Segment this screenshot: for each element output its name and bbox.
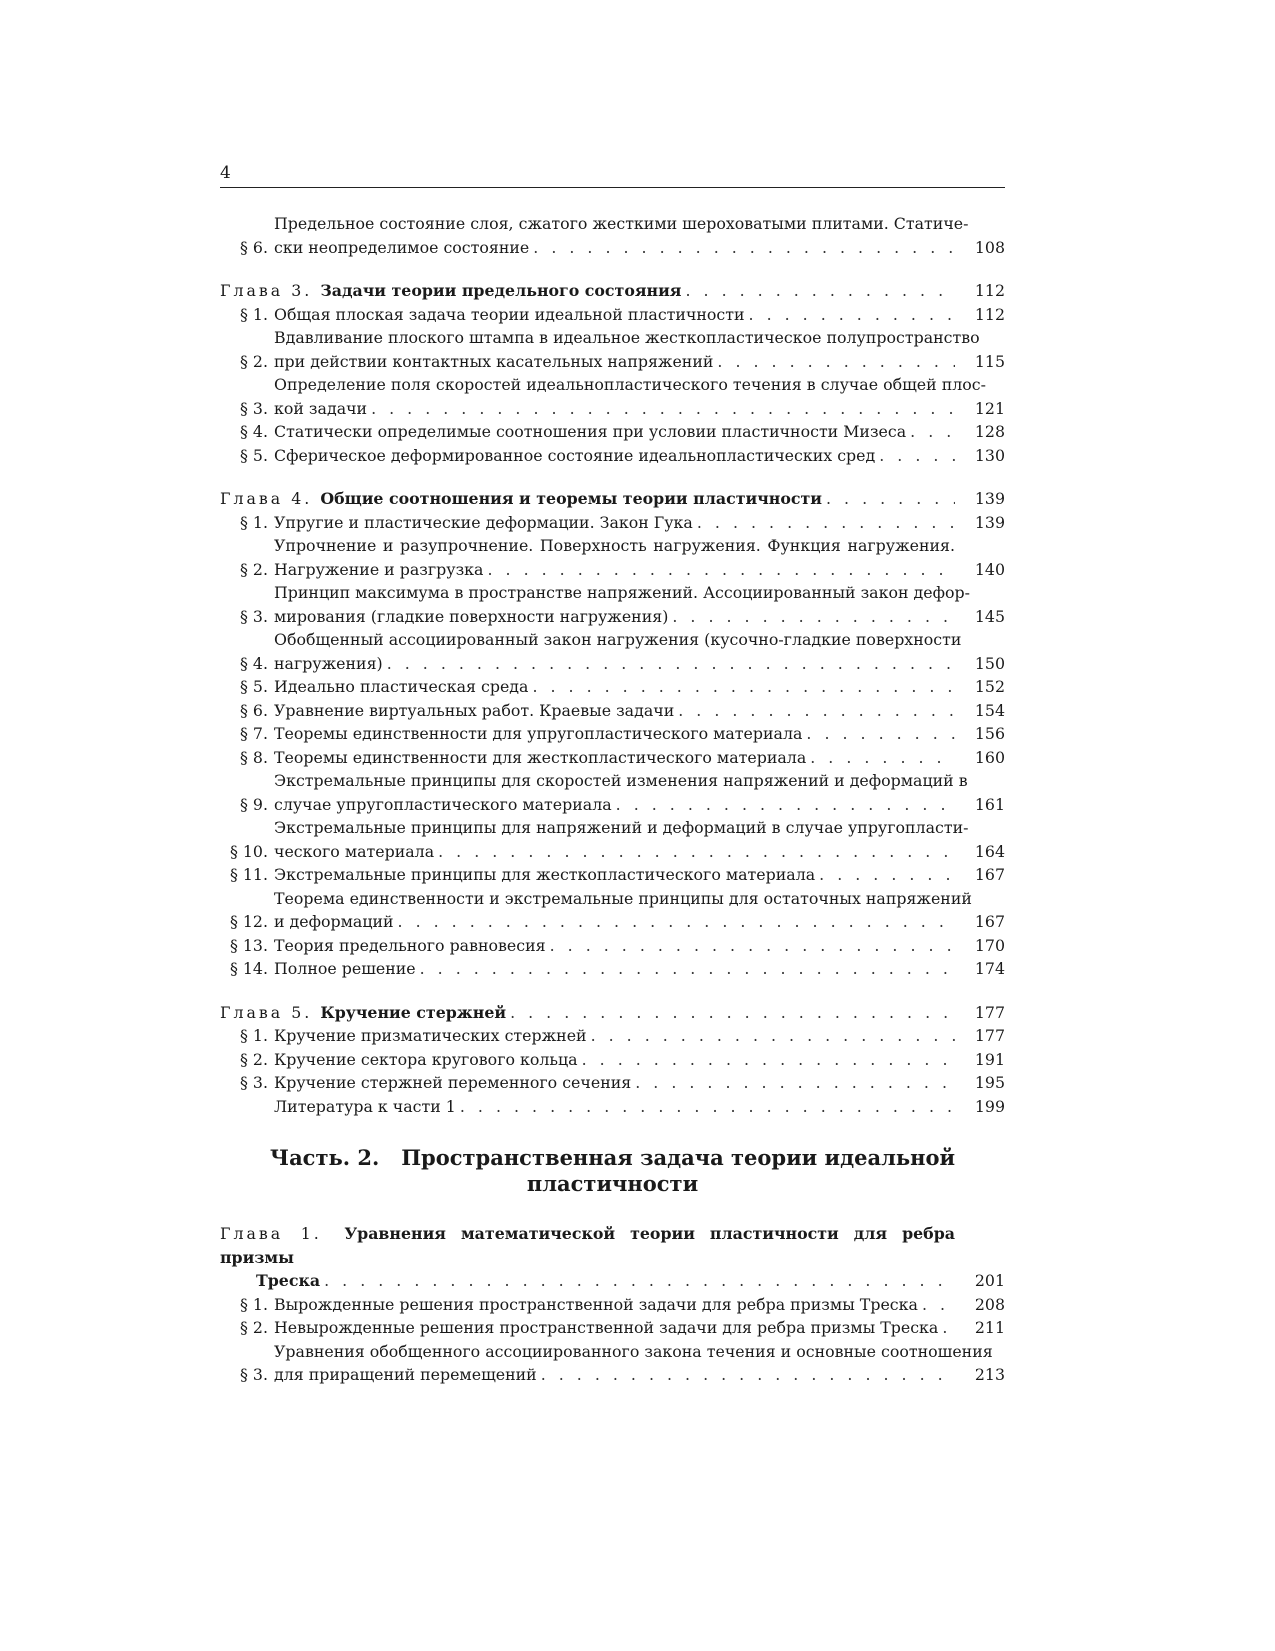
leader-dots bbox=[324, 1269, 955, 1293]
section-number: § 1. bbox=[240, 1294, 268, 1314]
toc-page-ref: 154 bbox=[974, 700, 1005, 720]
chapter-label: Глава 4. bbox=[220, 489, 313, 508]
chapter-label: Глава 1. bbox=[220, 1224, 322, 1243]
section-number: § 1. bbox=[240, 304, 268, 324]
leader-dots bbox=[550, 934, 955, 958]
toc-chapter[interactable] bbox=[220, 279, 1005, 303]
leader-dots bbox=[806, 722, 955, 746]
toc-entry[interactable] bbox=[220, 1095, 1005, 1119]
section-number: § 11. bbox=[229, 865, 268, 884]
leader-dots bbox=[398, 910, 955, 934]
leader-dots bbox=[487, 558, 955, 582]
toc-page-ref: 174 bbox=[974, 959, 1005, 978]
toc-entry[interactable] bbox=[220, 957, 1005, 981]
toc-page-ref: 201 bbox=[974, 1271, 1005, 1290]
section-number: § 9. bbox=[240, 794, 268, 814]
section-number: § 2. bbox=[240, 559, 268, 579]
entry-title: ски неопределимое состояние bbox=[274, 237, 530, 257]
entry-title: Принцип максимума в пространстве напряжений. Ассоциированный закон дефор- bbox=[274, 583, 970, 602]
part-title bbox=[220, 1145, 1005, 1197]
entry-title: Обобщенный ассоциированный закон нагружения (кусочно-гладкие поверхности bbox=[274, 630, 962, 649]
toc-page-ref: 145 bbox=[974, 606, 1005, 626]
entry-title: Экстремальные принципы для напряжений и деформаций в случае упругопласти- bbox=[274, 818, 969, 837]
leader-dots bbox=[697, 511, 955, 535]
leader-dots bbox=[879, 444, 955, 468]
toc-entry[interactable] bbox=[220, 303, 1005, 327]
leader-dots bbox=[387, 652, 955, 676]
toc-page-ref: 139 bbox=[974, 512, 1005, 532]
entry-title: и деформаций bbox=[274, 912, 394, 931]
leader-dots bbox=[438, 840, 955, 864]
section-number: § 8. bbox=[240, 747, 268, 767]
section-number: § 5. bbox=[240, 677, 268, 696]
toc-section bbox=[220, 279, 1005, 467]
entry-title: при действии контактных касательных напряжений bbox=[274, 351, 714, 371]
entry-title: для приращений перемещений bbox=[274, 1365, 537, 1384]
toc-entry[interactable] bbox=[220, 444, 1005, 468]
toc-entry[interactable] bbox=[220, 1071, 1005, 1095]
leader-dots bbox=[810, 746, 955, 770]
toc-page-ref: 139 bbox=[974, 489, 1005, 508]
toc-entry[interactable] bbox=[220, 1340, 1005, 1387]
section-number: § 10. bbox=[229, 841, 268, 861]
entry-title: Нагружение и разгрузка bbox=[274, 559, 484, 579]
page-number: 4 bbox=[220, 163, 231, 183]
toc-page-ref: 115 bbox=[974, 351, 1005, 371]
entry-title: Упругие и пластические деформации. Закон Гука bbox=[274, 512, 693, 532]
leader-dots bbox=[826, 487, 955, 511]
toc-entry[interactable] bbox=[220, 699, 1005, 723]
toc-page-ref: 164 bbox=[974, 841, 1005, 861]
toc-entry[interactable] bbox=[220, 746, 1005, 770]
section-number: § 2. bbox=[240, 1049, 268, 1069]
leader-dots bbox=[532, 675, 955, 699]
toc-page-ref: 112 bbox=[974, 281, 1005, 300]
toc-entry[interactable] bbox=[220, 511, 1005, 535]
section-number: § 6. bbox=[240, 700, 268, 720]
entry-title: Теорема единственности и экстремальные принципы для остаточных напряжений bbox=[274, 888, 972, 908]
entry-title: Литература к части 1 bbox=[274, 1096, 456, 1116]
entry-title: Общая плоская задача теории идеальной пластичности bbox=[274, 304, 745, 324]
toc-page-ref: 150 bbox=[974, 653, 1005, 673]
toc-entry[interactable] bbox=[220, 1024, 1005, 1048]
leader-dots bbox=[672, 605, 955, 629]
toc-page-ref: 112 bbox=[974, 304, 1005, 324]
toc-chapter[interactable] bbox=[220, 1001, 1005, 1025]
chapter-title-cont: Треска bbox=[256, 1271, 321, 1290]
section-number: § 4. bbox=[240, 422, 268, 441]
chapter-title: Общие соотношения и теоремы теории пластичности bbox=[320, 489, 822, 508]
section-number: § 3. bbox=[240, 606, 268, 626]
section-number: § 13. bbox=[229, 935, 268, 955]
section-number: § 2. bbox=[240, 1318, 268, 1337]
entry-title: Статически определимые соотношения при условии пластичности Мизеса bbox=[274, 422, 907, 441]
chapter-label: Глава 3. bbox=[220, 281, 313, 300]
table-of-contents-part2 bbox=[220, 1222, 1005, 1387]
leader-dots bbox=[678, 699, 955, 723]
entry-title: ческого материала bbox=[274, 841, 435, 861]
toc-page-ref: 156 bbox=[974, 724, 1005, 743]
toc-page-ref: 121 bbox=[974, 398, 1005, 418]
entry-title: Теория предельного равновесия bbox=[274, 935, 546, 955]
toc-page-ref: 161 bbox=[974, 794, 1005, 814]
entry-title: нагружения) bbox=[274, 653, 383, 673]
toc-page-ref: 211 bbox=[974, 1318, 1005, 1337]
chapter-label: Глава 5. bbox=[220, 1002, 313, 1022]
section-number: § 3. bbox=[240, 1365, 268, 1384]
toc-chapter[interactable] bbox=[220, 487, 1005, 511]
leader-dots bbox=[533, 236, 955, 260]
toc-entry[interactable] bbox=[220, 1316, 1005, 1340]
part-title-line2: пластичности bbox=[526, 1171, 699, 1196]
entry-title: Кручение призматических стержней bbox=[274, 1026, 587, 1045]
toc-entry[interactable] bbox=[220, 628, 1005, 675]
leader-dots bbox=[510, 1001, 955, 1025]
chapter-title: Задачи теории предельного состояния bbox=[320, 281, 682, 300]
toc-entry[interactable] bbox=[220, 420, 1005, 444]
toc-entry[interactable] bbox=[220, 722, 1005, 746]
toc-entry[interactable] bbox=[220, 534, 1005, 581]
leader-dots bbox=[910, 420, 955, 444]
toc-entry[interactable] bbox=[220, 1293, 1005, 1317]
entry-title: Невырожденные решения пространственной задачи для ребра призмы Треска bbox=[274, 1318, 939, 1337]
toc-page-ref: 167 bbox=[974, 865, 1005, 884]
section-number: § 7. bbox=[240, 724, 268, 743]
toc-entry[interactable] bbox=[220, 373, 1005, 420]
toc-page-ref: 140 bbox=[974, 559, 1005, 579]
entry-title: Экстремальные принципы для скоростей изменения напряжений и деформаций в bbox=[274, 771, 968, 790]
entry-title: Сферическое деформированное состояние идеальнопластических сред bbox=[274, 445, 876, 465]
section-number: § 3. bbox=[240, 398, 268, 418]
toc-entry[interactable] bbox=[220, 581, 1005, 628]
toc-entry[interactable] bbox=[220, 863, 1005, 887]
toc-chapter[interactable] bbox=[220, 1222, 1005, 1293]
entry-title: Полное решение bbox=[274, 959, 416, 978]
page-header bbox=[220, 163, 1005, 188]
section-number: § 3. bbox=[240, 1073, 268, 1092]
entry-title: Кручение сектора кругового кольца bbox=[274, 1049, 578, 1069]
toc-section bbox=[220, 212, 1005, 259]
leader-dots bbox=[541, 1363, 955, 1387]
chapter-title: Кручение стержней bbox=[320, 1002, 507, 1022]
toc-entry[interactable] bbox=[220, 934, 1005, 958]
entry-title: Вырожденные решения пространственной задачи для ребра призмы Треска bbox=[274, 1294, 918, 1314]
leader-dots bbox=[460, 1095, 955, 1119]
chapter-title: Уравнения математической теории пластичности для ребра призмы bbox=[220, 1224, 955, 1267]
section-number: § 5. bbox=[240, 445, 268, 465]
leader-dots bbox=[616, 793, 955, 817]
leader-dots bbox=[420, 957, 955, 981]
entry-title: Уравнения обобщенного ассоциированного закона течения и основные соотношения bbox=[274, 1341, 993, 1361]
leader-dots bbox=[591, 1024, 955, 1048]
entry-title: Теоремы единственности для упругопластического материала bbox=[274, 724, 803, 743]
leader-dots bbox=[582, 1048, 955, 1072]
toc-page-ref: 152 bbox=[974, 677, 1005, 696]
toc-page-ref: 170 bbox=[974, 935, 1005, 955]
toc-page-ref: 208 bbox=[974, 1294, 1005, 1314]
toc-entry[interactable] bbox=[220, 675, 1005, 699]
toc-entry[interactable] bbox=[220, 212, 1005, 259]
toc-entry[interactable] bbox=[220, 326, 1005, 373]
entry-title: Теоремы единственности для жесткопластического материала bbox=[274, 747, 807, 767]
table-of-contents-part1 bbox=[220, 212, 1005, 1138]
toc-page-ref: 177 bbox=[974, 1002, 1005, 1022]
leader-dots bbox=[371, 397, 955, 421]
leader-dots bbox=[717, 350, 955, 374]
entry-title: Уравнение виртуальных работ. Краевые задачи bbox=[274, 700, 675, 720]
leader-dots bbox=[635, 1071, 955, 1095]
leader-dots bbox=[819, 863, 955, 887]
leader-dots bbox=[942, 1316, 955, 1340]
toc-entry[interactable] bbox=[220, 816, 1005, 863]
toc-page-ref: 167 bbox=[974, 912, 1005, 931]
leader-dots bbox=[685, 279, 955, 303]
entry-title: кой задачи bbox=[274, 398, 368, 418]
toc-page-ref: 160 bbox=[974, 747, 1005, 767]
toc-entry[interactable] bbox=[220, 769, 1005, 816]
section-number: § 6. bbox=[240, 237, 268, 257]
toc-page-ref: 195 bbox=[974, 1073, 1005, 1092]
entry-title: Экстремальные принципы для жесткопластического материала bbox=[274, 865, 816, 884]
toc-page-ref: 191 bbox=[974, 1049, 1005, 1069]
entry-title: Предельное состояние слоя, сжатого жесткими шероховатыми плитами. Статиче- bbox=[274, 214, 969, 233]
toc-page-ref: 199 bbox=[974, 1096, 1005, 1116]
toc-page-ref: 108 bbox=[974, 237, 1005, 257]
entry-title: мирования (гладкие поверхности нагружения) bbox=[274, 606, 669, 626]
toc-page-ref: 130 bbox=[974, 445, 1005, 465]
entry-title: Идеально пластическая среда bbox=[274, 677, 529, 696]
entry-title: Упрочнение и разупрочнение. Поверхность нагружения. Функция нагружения. bbox=[274, 536, 955, 555]
entry-title: случае упругопластического материала bbox=[274, 794, 612, 814]
toc-page-ref: 213 bbox=[974, 1365, 1005, 1384]
entry-title: Кручение стержней переменного сечения bbox=[274, 1073, 632, 1092]
entry-title: Определение поля скоростей идеальнопластического течения в случае общей плос- bbox=[274, 375, 986, 394]
section-number: § 1. bbox=[240, 1026, 268, 1045]
part-title-line1: Часть. 2. Пространственная задача теории идеальной bbox=[269, 1145, 956, 1170]
section-number: § 4. bbox=[240, 653, 268, 673]
section-number: § 12. bbox=[229, 912, 268, 931]
toc-section bbox=[220, 487, 1005, 981]
section-number: § 1. bbox=[240, 512, 268, 532]
toc-entry[interactable] bbox=[220, 887, 1005, 934]
leader-dots bbox=[922, 1293, 955, 1317]
section-number: § 14. bbox=[229, 959, 268, 978]
toc-page-ref: 177 bbox=[974, 1026, 1005, 1045]
toc-page-ref: 128 bbox=[974, 422, 1005, 441]
toc-section bbox=[220, 1001, 1005, 1119]
entry-title: Вдавливание плоского штампа в идеальное жесткопластическое полупространство bbox=[274, 328, 980, 347]
toc-entry[interactable] bbox=[220, 1048, 1005, 1072]
section-number: § 2. bbox=[240, 351, 268, 371]
leader-dots bbox=[749, 303, 955, 327]
